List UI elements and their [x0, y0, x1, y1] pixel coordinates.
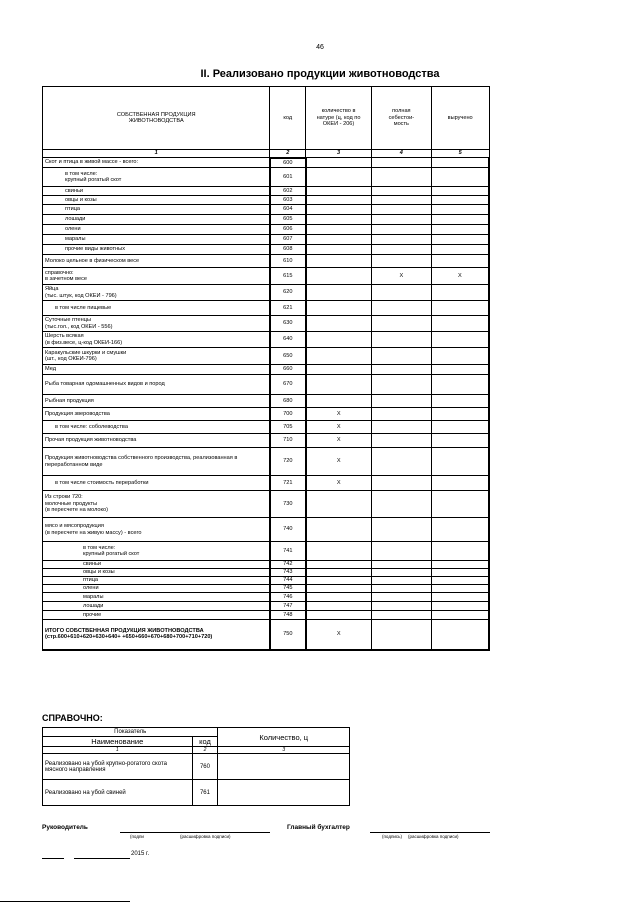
row-cost[interactable]: [371, 365, 431, 375]
row-name: Каракульские шкурки и смушки (шт., код ОКЕИ-796): [43, 348, 270, 365]
row-code: 604: [270, 205, 306, 215]
row-quantity[interactable]: [306, 235, 372, 245]
table-row: [43, 301, 490, 316]
date-day-line: [42, 858, 64, 859]
row-name: птица: [43, 577, 270, 585]
table-row: [43, 168, 490, 187]
row-cost[interactable]: [371, 620, 431, 650]
row-revenue[interactable]: [431, 585, 489, 593]
table-row: [43, 602, 490, 611]
row-quantity[interactable]: [306, 348, 372, 365]
row-revenue[interactable]: [431, 448, 489, 476]
row-cost[interactable]: X: [371, 268, 431, 285]
row-quantity[interactable]: [306, 215, 372, 225]
row-cost[interactable]: [371, 476, 431, 491]
table-row: [43, 518, 490, 542]
row-revenue[interactable]: [431, 235, 489, 245]
row-name: Мед: [43, 365, 270, 375]
row-quantity[interactable]: [306, 518, 372, 542]
row-name: Рыба товарная одомашненных видов и пород: [43, 375, 270, 395]
row-quantity[interactable]: X: [306, 421, 372, 434]
row-quantity[interactable]: X: [306, 408, 372, 421]
row-code: 741: [270, 542, 306, 561]
col-number: 1: [43, 150, 270, 158]
row-name: в том числе: крупный рогатый скот: [43, 168, 270, 187]
row-code: 721: [270, 476, 306, 491]
row-revenue[interactable]: [431, 491, 489, 518]
table-row: [43, 365, 490, 375]
row-name: овцы и козы: [43, 196, 270, 205]
row-name: прочие виды животных: [43, 245, 270, 255]
table-row: [43, 476, 490, 491]
row-revenue[interactable]: [431, 542, 489, 561]
row-quantity[interactable]: [306, 225, 372, 235]
row-quantity[interactable]: [306, 395, 372, 408]
row-name: лошади: [43, 602, 270, 611]
table-row: [43, 158, 490, 168]
row-code: 747: [270, 602, 306, 611]
row-code: 730: [270, 491, 306, 518]
row-cost[interactable]: [371, 301, 431, 316]
row-name: птица: [43, 205, 270, 215]
row-name: Рыбная продукция: [43, 395, 270, 408]
head-label: Руководитель: [42, 824, 88, 831]
row-code: 601: [270, 168, 306, 187]
row-code: 650: [270, 348, 306, 365]
reference-title: СПРАВОЧНО:: [42, 713, 103, 723]
row-quantity[interactable]: [306, 268, 372, 285]
row-quantity[interactable]: [306, 542, 372, 561]
row-name: маралы: [43, 235, 270, 245]
row-revenue[interactable]: [431, 255, 489, 268]
row-cost[interactable]: [371, 285, 431, 301]
row-code: 640: [270, 332, 306, 348]
page-number: 46: [316, 44, 324, 51]
ref-header-name: Наименование: [43, 737, 193, 747]
row-code: 745: [270, 585, 306, 593]
row-name: Молоко цельное в физическом весе: [43, 255, 270, 268]
ref-col-number: 3: [218, 747, 350, 754]
row-name: Продукция животноводства собственного производства, реализованная в переработанном виде: [43, 448, 270, 476]
col-number: 3: [306, 150, 372, 158]
row-revenue[interactable]: [431, 577, 489, 585]
row-cost[interactable]: [371, 245, 431, 255]
row-cost[interactable]: [371, 316, 431, 332]
signature-caption: (подпи: [130, 834, 144, 839]
ref-row-code: 760: [192, 754, 218, 780]
row-name: Яйца (тыс. штук, код ОКЕИ - 796): [43, 285, 270, 301]
row-name: Шерсть всякая (в физ.весе, ц-код ОКЕИ-166): [43, 332, 270, 348]
row-cost[interactable]: [371, 235, 431, 245]
ref-row-name: Реализовано на убой свиней: [43, 780, 193, 806]
row-revenue[interactable]: X: [431, 268, 489, 285]
row-name: олени: [43, 585, 270, 593]
row-quantity[interactable]: [306, 577, 372, 585]
table-row: [43, 542, 490, 561]
table-row: [43, 196, 490, 205]
row-code: 705: [270, 421, 306, 434]
ref-col-number: 2: [192, 747, 218, 754]
table-body: [43, 158, 490, 650]
row-revenue[interactable]: [431, 301, 489, 316]
row-code: 743: [270, 569, 306, 577]
row-code: 605: [270, 215, 306, 225]
row-revenue[interactable]: [431, 395, 489, 408]
accountant-signature-line: [370, 832, 490, 833]
table-row: [43, 375, 490, 395]
header-product: СОБСТВЕННАЯ ПРОДУКЦИЯ ЖИВОТНОВОДСТВА: [43, 87, 270, 150]
col-number: 5: [431, 150, 489, 158]
row-code: 742: [270, 561, 306, 569]
row-revenue[interactable]: [431, 225, 489, 235]
row-cost[interactable]: [371, 348, 431, 365]
row-code: 602: [270, 187, 306, 196]
table-row: [43, 205, 490, 215]
row-code: 750: [270, 620, 306, 650]
header-revenue: выручено: [431, 87, 489, 150]
row-name: Прочая продукция животноводства: [43, 434, 270, 448]
table-row: [43, 577, 490, 585]
row-name: в том числе стоимость переработки: [43, 476, 270, 491]
row-name: в том числе: крупный рогатый скот: [43, 542, 270, 561]
row-revenue[interactable]: [431, 205, 489, 215]
row-quantity[interactable]: [306, 569, 372, 577]
row-revenue[interactable]: [431, 421, 489, 434]
ref-row-name: Реализовано на убой крупно-рогатого скота мясного направления: [43, 754, 193, 780]
row-code: 621: [270, 301, 306, 316]
row-quantity[interactable]: [306, 491, 372, 518]
table-row: [43, 395, 490, 408]
footer-rule: [0, 901, 130, 902]
row-cost[interactable]: [371, 448, 431, 476]
row-cost[interactable]: [371, 196, 431, 205]
date-month-line: [74, 858, 130, 859]
row-quantity[interactable]: X: [306, 434, 372, 448]
row-name: лошади: [43, 215, 270, 225]
row-code: 744: [270, 577, 306, 585]
row-revenue[interactable]: [431, 365, 489, 375]
row-quantity[interactable]: [306, 611, 372, 620]
row-cost[interactable]: [371, 569, 431, 577]
header-quantity: количество в натуре (ц, код по ОКЕИ - 206): [306, 87, 372, 150]
row-quantity[interactable]: [306, 255, 372, 268]
row-code: 606: [270, 225, 306, 235]
row-quantity[interactable]: [306, 365, 372, 375]
row-cost[interactable]: [371, 225, 431, 235]
row-revenue[interactable]: [431, 602, 489, 611]
row-code: 680: [270, 395, 306, 408]
livestock-sales-table: [42, 86, 490, 651]
row-cost[interactable]: [371, 375, 431, 395]
table-row: [43, 332, 490, 348]
table-row: [43, 561, 490, 569]
row-name: прочие: [43, 611, 270, 620]
row-cost[interactable]: [371, 611, 431, 620]
decode-caption: (расшифровка подписи): [408, 834, 459, 839]
row-quantity[interactable]: [306, 585, 372, 593]
row-revenue[interactable]: [431, 187, 489, 196]
table-row: [43, 285, 490, 301]
row-name: в том числе пищевые: [43, 301, 270, 316]
table-row: [43, 215, 490, 225]
row-revenue[interactable]: [431, 158, 489, 168]
col-number: 2: [270, 150, 306, 158]
table-row: [43, 593, 490, 602]
row-revenue[interactable]: [431, 215, 489, 225]
row-revenue[interactable]: [431, 434, 489, 448]
table-row: [43, 611, 490, 620]
row-code: 608: [270, 245, 306, 255]
table-row: [43, 187, 490, 196]
row-name: олени: [43, 225, 270, 235]
row-code: 603: [270, 196, 306, 205]
row-cost[interactable]: [371, 421, 431, 434]
row-quantity[interactable]: X: [306, 448, 372, 476]
chief-accountant-label: Главный бухгалтер: [287, 824, 350, 831]
row-code: 700: [270, 408, 306, 421]
table-row: [43, 235, 490, 245]
row-revenue[interactable]: [431, 518, 489, 542]
row-name: Скот и птица в живой массе - всего:: [43, 158, 270, 168]
row-revenue[interactable]: [431, 375, 489, 395]
row-name: маралы: [43, 593, 270, 602]
row-code: 615: [270, 268, 306, 285]
row-name: ИТОГО СОБСТВЕННАЯ ПРОДУКЦИЯ ЖИВОТНОВОДСТВА (стр.600+610+620+630+640+ +650+660+670+680+700+710+720): [43, 620, 270, 650]
ref-header-code: код: [192, 737, 218, 747]
head-signature-line: [120, 832, 270, 833]
row-cost[interactable]: [371, 577, 431, 585]
row-quantity[interactable]: [306, 332, 372, 348]
row-revenue[interactable]: [431, 348, 489, 365]
row-quantity[interactable]: [306, 593, 372, 602]
row-revenue[interactable]: [431, 561, 489, 569]
row-revenue[interactable]: [431, 611, 489, 620]
table-row: [43, 408, 490, 421]
ref-col-number: 1: [43, 747, 193, 754]
row-quantity[interactable]: [306, 316, 372, 332]
table-row: [43, 348, 490, 365]
row-revenue[interactable]: [431, 316, 489, 332]
row-revenue[interactable]: [431, 196, 489, 205]
row-code: 740: [270, 518, 306, 542]
row-quantity[interactable]: [306, 205, 372, 215]
row-quantity[interactable]: [306, 561, 372, 569]
row-revenue[interactable]: [431, 620, 489, 650]
table-row: [43, 434, 490, 448]
row-name: свиньи: [43, 187, 270, 196]
ref-row-qty[interactable]: [218, 780, 350, 806]
header-cost: полная себестои-мость: [371, 87, 431, 150]
row-cost[interactable]: [371, 434, 431, 448]
row-code: 630: [270, 316, 306, 332]
date-year: 2015 г.: [131, 851, 150, 857]
row-revenue[interactable]: [431, 168, 489, 187]
table-row: [43, 585, 490, 593]
row-code: 620: [270, 285, 306, 301]
row-code: 710: [270, 434, 306, 448]
signature-caption: (подпись): [382, 834, 403, 839]
row-revenue[interactable]: [431, 332, 489, 348]
row-code: 607: [270, 235, 306, 245]
table-row: [43, 421, 490, 434]
row-code: 720: [270, 448, 306, 476]
row-name: Продукция звероводства: [43, 408, 270, 421]
reference-table: [42, 727, 350, 806]
row-quantity[interactable]: [306, 301, 372, 316]
row-code: 670: [270, 375, 306, 395]
row-quantity[interactable]: X: [306, 476, 372, 491]
row-code: 746: [270, 593, 306, 602]
row-cost[interactable]: [371, 593, 431, 602]
row-name: Из строки 720: молочные продукты (в пересчете на молоко): [43, 491, 270, 518]
row-cost[interactable]: [371, 215, 431, 225]
row-revenue[interactable]: [431, 408, 489, 421]
row-name: свиньи: [43, 561, 270, 569]
row-cost[interactable]: [371, 585, 431, 593]
decode-caption: (расшифровка подписи): [180, 834, 231, 839]
row-code: 660: [270, 365, 306, 375]
ref-row-qty[interactable]: [218, 754, 350, 780]
table-row: [43, 255, 490, 268]
ref-header-quantity: Количество, ц: [218, 728, 350, 747]
row-cost[interactable]: [371, 158, 431, 168]
row-cost[interactable]: [371, 395, 431, 408]
row-cost[interactable]: [371, 187, 431, 196]
row-code: 748: [270, 611, 306, 620]
row-cost[interactable]: [371, 602, 431, 611]
col-number: 4: [371, 150, 431, 158]
row-cost[interactable]: [371, 561, 431, 569]
row-cost[interactable]: [371, 332, 431, 348]
table-row: [43, 245, 490, 255]
row-revenue[interactable]: [431, 476, 489, 491]
table-row: [43, 448, 490, 476]
row-name: Суточные птенцы (тыс.гол., код ОКЕИ - 556): [43, 316, 270, 332]
table-row: [43, 620, 490, 650]
row-quantity[interactable]: [306, 375, 372, 395]
row-quantity[interactable]: X: [306, 620, 372, 650]
header-code: код: [270, 87, 306, 150]
row-quantity[interactable]: [306, 602, 372, 611]
row-quantity[interactable]: [306, 158, 372, 168]
row-code: 610: [270, 255, 306, 268]
table-row: [43, 491, 490, 518]
row-revenue[interactable]: [431, 593, 489, 602]
row-quantity[interactable]: [306, 285, 372, 301]
row-quantity[interactable]: [306, 168, 372, 187]
row-revenue[interactable]: [431, 569, 489, 577]
row-cost[interactable]: [371, 542, 431, 561]
table-row: [43, 316, 490, 332]
row-cost[interactable]: [371, 518, 431, 542]
row-quantity[interactable]: [306, 187, 372, 196]
row-cost[interactable]: [371, 255, 431, 268]
row-name: в том числе: соболеводства: [43, 421, 270, 434]
row-cost[interactable]: [371, 205, 431, 215]
table-row: [43, 225, 490, 235]
ref-row-code: 761: [192, 780, 218, 806]
table-row: [43, 569, 490, 577]
row-revenue[interactable]: [431, 285, 489, 301]
row-cost[interactable]: [371, 491, 431, 518]
row-revenue[interactable]: [431, 245, 489, 255]
row-cost[interactable]: [371, 408, 431, 421]
row-cost[interactable]: [371, 168, 431, 187]
table-row: [43, 268, 490, 285]
ref-header-indicator: Показатель: [43, 728, 218, 737]
row-code: 600: [270, 158, 306, 168]
row-name: овцы и козы: [43, 569, 270, 577]
section-title: II. Реализовано продукции животноводства: [200, 68, 440, 80]
row-quantity[interactable]: [306, 245, 372, 255]
row-name: мясо и мясопродукция (в пересчете на живую массу) - всего: [43, 518, 270, 542]
row-name: справочно: в зачетном весе: [43, 268, 270, 285]
row-quantity[interactable]: [306, 196, 372, 205]
